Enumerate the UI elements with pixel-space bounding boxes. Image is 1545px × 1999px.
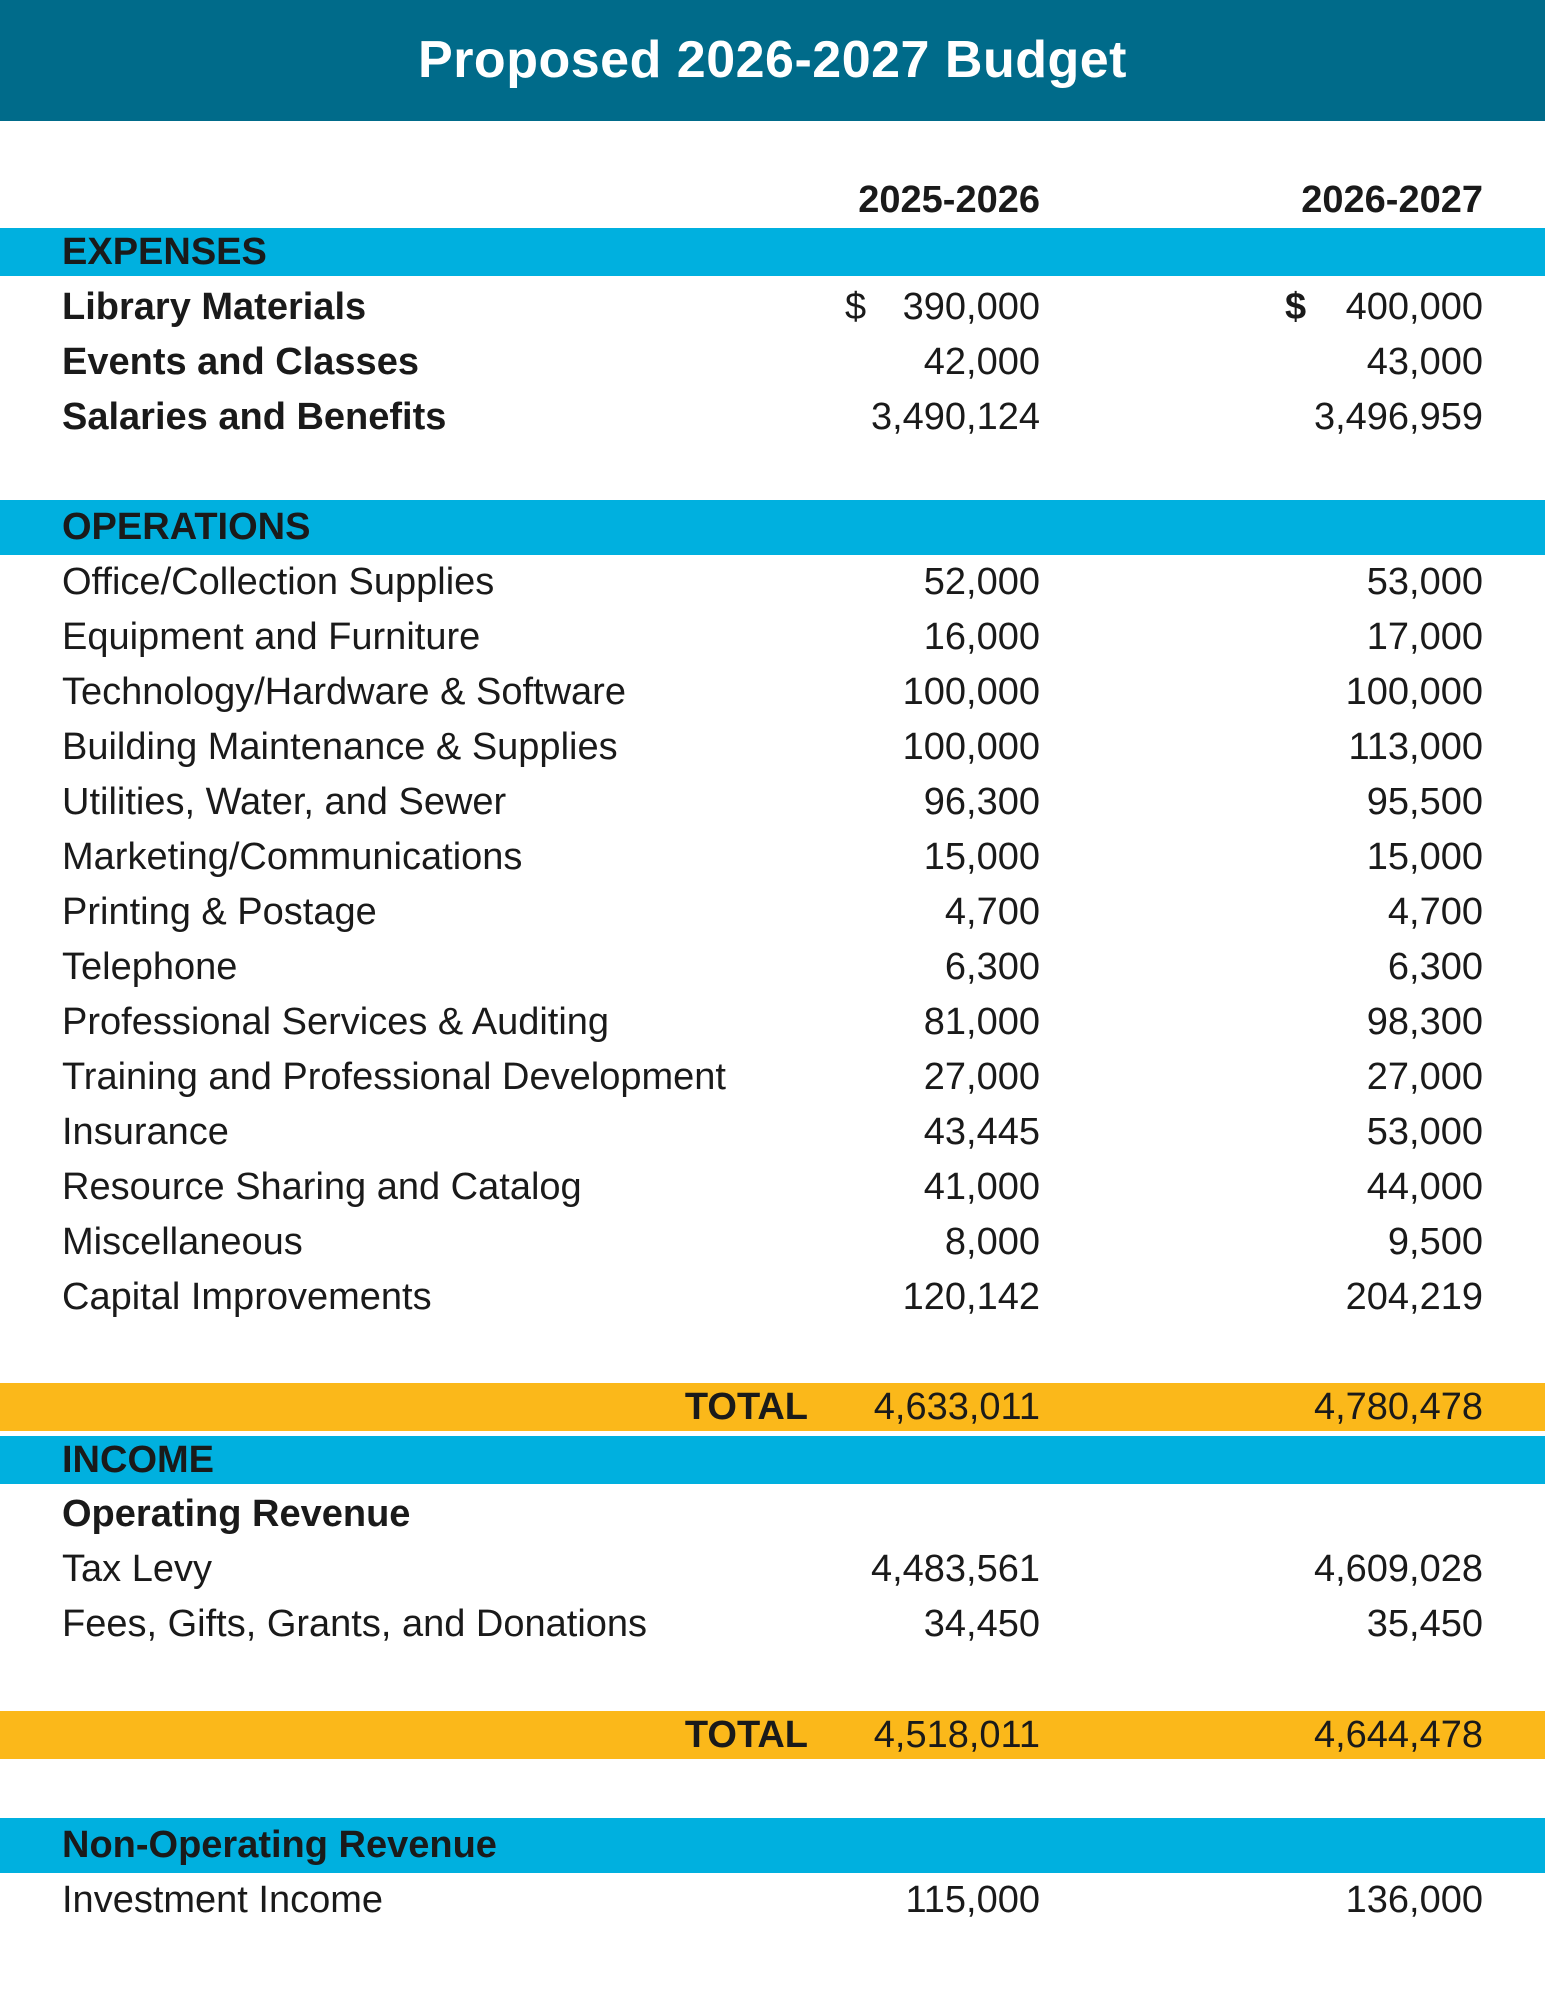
value-2025-2026: 120,142	[902, 1276, 1040, 1318]
table-row	[0, 610, 1545, 665]
value-2025-2026: 42,000	[923, 341, 1040, 383]
row-label: Insurance	[62, 1111, 229, 1153]
total-value-2025-2026: 4,633,011	[873, 1386, 1040, 1428]
table-row	[0, 720, 1545, 775]
income-total-band	[0, 1711, 1545, 1759]
value-2026-2027: 27,000	[1366, 1056, 1483, 1098]
non-operating-section-band	[0, 1818, 1545, 1873]
value-2026-2027: 9,500	[1387, 1221, 1483, 1263]
row-label: Events and Classes	[62, 341, 419, 383]
value-2025-2026: 16,000	[923, 616, 1040, 658]
value-2026-2027: 43,000	[1366, 341, 1483, 383]
table-row	[0, 775, 1545, 830]
value-2025-2026: 27,000	[923, 1056, 1040, 1098]
row-label: Training and Professional Development	[62, 1056, 726, 1098]
total-value-2025-2026: 4,518,011	[873, 1714, 1040, 1756]
expenses-total-band	[0, 1383, 1545, 1431]
value-2026-2027: 95,500	[1366, 781, 1483, 823]
row-label: Salaries and Benefits	[62, 396, 447, 438]
row-label: Utilities, Water, and Sewer	[62, 781, 507, 823]
table-row	[0, 830, 1545, 885]
value-2025-2026: 15,000	[923, 836, 1040, 878]
income-section-band	[0, 1436, 1545, 1484]
value-2025-2026: 4,700	[944, 891, 1040, 933]
row-label: Office/Collection Supplies	[62, 561, 495, 603]
value-2026-2027: 136,000	[1345, 1879, 1483, 1921]
value-2025-2026: 81,000	[923, 1001, 1040, 1043]
value-2026-2027: 53,000	[1366, 1111, 1483, 1153]
value-2025-2026: 96,300	[923, 781, 1040, 823]
table-row	[0, 1050, 1545, 1105]
table-row	[0, 555, 1545, 610]
table-row	[0, 1597, 1545, 1652]
value-2025-2026: 43,445	[923, 1111, 1040, 1153]
table-row	[0, 1160, 1545, 1215]
column-header-2026-2027: 2026-2027	[1301, 179, 1483, 221]
row-label: Fees, Gifts, Grants, and Donations	[62, 1603, 648, 1645]
value-2026-2027: 35,450	[1366, 1603, 1483, 1645]
row-label: Investment Income	[62, 1879, 384, 1921]
table-row	[0, 1873, 1545, 1928]
table-row	[0, 995, 1545, 1050]
total-value-2026-2027: 4,780,478	[1313, 1386, 1483, 1428]
table-row	[0, 940, 1545, 995]
total-label: TOTAL	[684, 1386, 808, 1428]
value-2025-2026: 100,000	[902, 671, 1040, 713]
table-row	[0, 1542, 1545, 1597]
value-2025-2026: 100,000	[902, 726, 1040, 768]
value-2026-2027: 4,609,028	[1313, 1548, 1483, 1590]
row-label: Miscellaneous	[62, 1221, 303, 1263]
table-row	[0, 390, 1545, 445]
value-2025-2026: 6,300	[944, 946, 1040, 988]
row-label: Telephone	[62, 946, 238, 988]
row-label: Printing & Postage	[62, 891, 377, 933]
table-row	[0, 1270, 1545, 1325]
value-2025-2026: 3,490,124	[870, 396, 1040, 438]
value-2025-2026: 390,000	[902, 286, 1040, 328]
value-2025-2026: 8,000	[944, 1221, 1040, 1263]
value-2026-2027: 53,000	[1366, 561, 1483, 603]
value-2026-2027: 400,000	[1345, 286, 1483, 328]
operations-header: OPERATIONS	[62, 506, 311, 548]
column-header-2025-2026: 2025-2026	[858, 179, 1040, 221]
value-2026-2027: 98,300	[1366, 1001, 1483, 1043]
non-operating-header: Non-Operating Revenue	[62, 1824, 497, 1866]
value-2026-2027: 204,219	[1345, 1276, 1483, 1318]
value-2026-2027: 3,496,959	[1313, 396, 1483, 438]
table-row	[0, 335, 1545, 390]
value-2026-2027: 15,000	[1366, 836, 1483, 878]
value-2025-2026: 52,000	[923, 561, 1040, 603]
row-label: Resource Sharing and Catalog	[62, 1166, 582, 1208]
row-label: Library Materials	[62, 286, 367, 328]
expenses-header: EXPENSES	[62, 231, 267, 273]
income-header: INCOME	[62, 1439, 214, 1481]
row-label: Building Maintenance & Supplies	[62, 726, 618, 768]
row-label: Technology/Hardware & Software	[62, 671, 626, 713]
row-label: Equipment and Furniture	[62, 616, 481, 658]
table-row	[0, 1487, 1545, 1542]
row-label: Tax Levy	[62, 1548, 212, 1590]
value-2025-2026: 41,000	[923, 1166, 1040, 1208]
table-row	[0, 1105, 1545, 1160]
page-title: Proposed 2026-2027 Budget	[0, 0, 1545, 121]
row-label: Capital Improvements	[62, 1276, 432, 1318]
value-2026-2027: 17,000	[1366, 616, 1483, 658]
table-row	[0, 885, 1545, 940]
value-2026-2027: 113,000	[1348, 726, 1483, 768]
row-label: Professional Services & Auditing	[62, 1001, 610, 1043]
value-2025-2026: 34,450	[923, 1603, 1040, 1645]
currency-symbol: $	[1285, 286, 1307, 328]
value-2025-2026: 115,000	[905, 1879, 1040, 1921]
value-2025-2026: 4,483,561	[870, 1548, 1040, 1590]
total-label: TOTAL	[684, 1714, 808, 1756]
table-row	[0, 665, 1545, 720]
expenses-section-band	[0, 228, 1545, 276]
currency-symbol: $	[845, 286, 867, 328]
value-2026-2027: 44,000	[1366, 1166, 1483, 1208]
operations-section-band	[0, 500, 1545, 555]
table-row	[0, 280, 1545, 335]
value-2026-2027: 100,000	[1345, 671, 1483, 713]
row-label: Marketing/Communications	[62, 836, 523, 878]
operating-revenue-subheader: Operating Revenue	[62, 1493, 411, 1535]
value-2026-2027: 6,300	[1387, 946, 1483, 988]
value-2026-2027: 4,700	[1387, 891, 1483, 933]
table-row	[0, 1215, 1545, 1270]
total-value-2026-2027: 4,644,478	[1313, 1714, 1483, 1756]
